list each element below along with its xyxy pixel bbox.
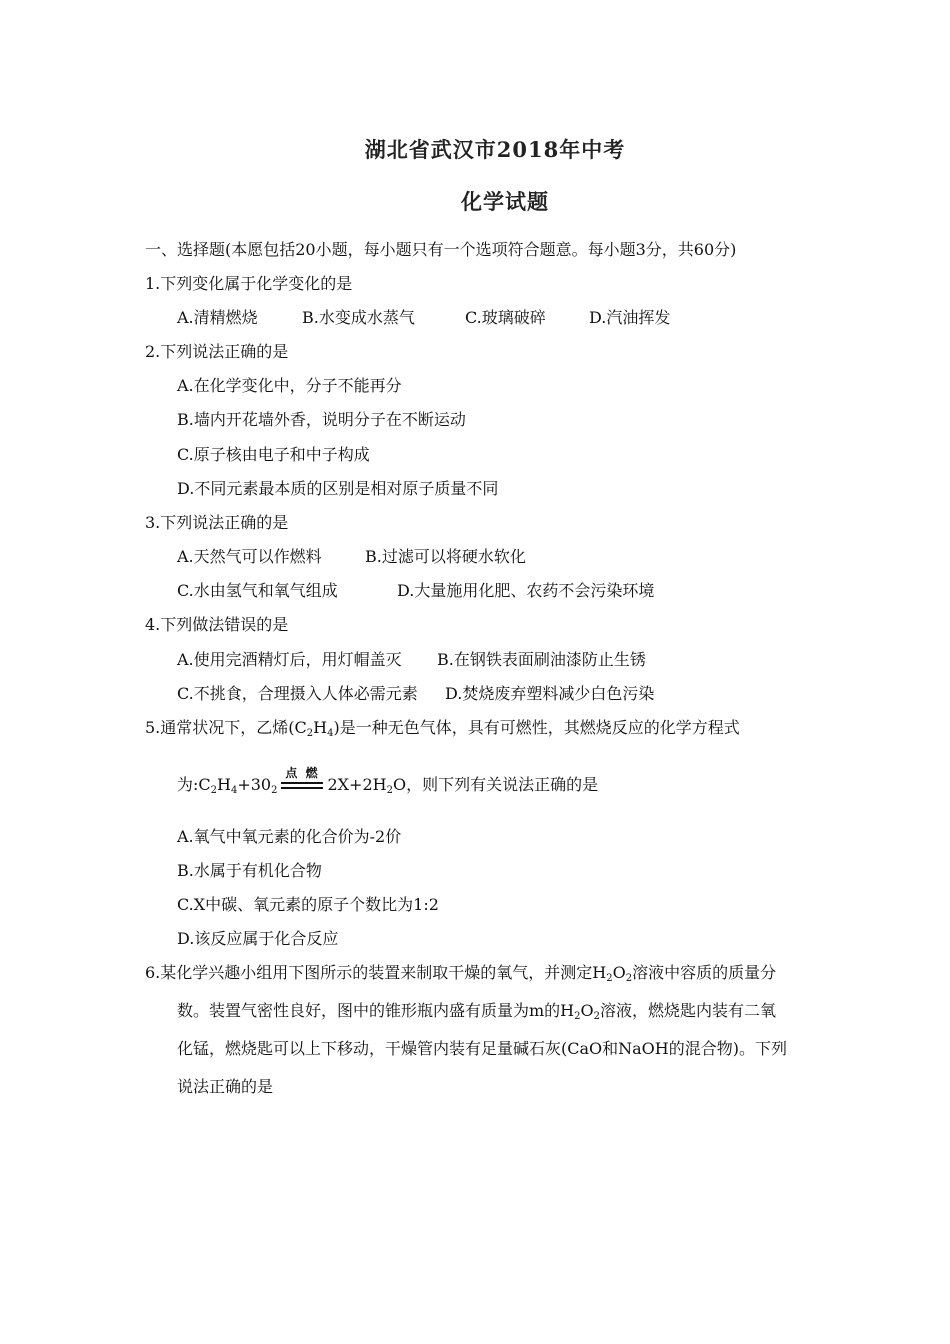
eq-text: O，则下列有关说法正确的是 xyxy=(392,775,599,794)
section-heading: 一、选择题(本愿包括20小题，每小题只有一个选项符合题意。每小题3分，共60分) xyxy=(145,240,737,259)
q5-stem-text: H xyxy=(313,718,328,737)
q4-option-c: C.不挑食，合理摄入人体必需元素 xyxy=(177,684,418,703)
question-6-line-3: 化锰，燃烧匙可以上下移动，干燥管内装有足量碱石灰(CaO和NaOH的混合物)。下列 xyxy=(177,1039,787,1058)
q4-option-d: D.焚烧废弃塑料减少白色污染 xyxy=(445,684,655,703)
question-4-row-2 xyxy=(0,684,950,704)
q5-stem-text: 5.通常状况下，乙烯(C xyxy=(145,718,307,737)
q2-option-d: D.不同元素最本质的区别是相对原子质量不同 xyxy=(177,479,499,498)
subscript: 2 xyxy=(386,785,393,796)
question-3-stem: 3.下列说法正确的是 xyxy=(145,513,289,532)
chemical-equation xyxy=(177,765,599,796)
question-1-stem: 1.下列变化属于化学变化的是 xyxy=(145,274,353,293)
q5-option-b: B.水属于有机化合物 xyxy=(177,861,322,880)
subscript: 4 xyxy=(327,728,334,739)
eq-text: 2X+2H xyxy=(327,775,387,794)
q1-option-b: B.水变成水蒸气 xyxy=(302,308,415,327)
q4-option-a: A.使用完酒精灯后，用灯帽盖灭 xyxy=(177,650,402,669)
eq-text: +30 xyxy=(237,775,272,794)
subscript: 2 xyxy=(306,728,314,739)
q1-option-a: A.清精燃烧 xyxy=(177,308,258,327)
q3-option-c: C.水由氢气和氧气组成 xyxy=(177,581,338,600)
q1-option-c: C.玻璃破碎 xyxy=(465,308,546,327)
eq-text: H xyxy=(217,775,231,794)
q6-text: 溶液中容质的质量分 xyxy=(632,963,777,982)
q5-option-d: D.该反应属于化合反应 xyxy=(177,929,339,948)
q6-text: 数。装置气密性良好，图中的锥形瓶内盛有质量为m的H xyxy=(177,1001,575,1020)
question-4-stem: 4.下列做法错误的是 xyxy=(145,615,289,634)
q3-option-a: A.天然气可以作燃料 xyxy=(177,547,322,566)
q2-option-c: C.原子核由电子和中子构成 xyxy=(177,445,370,464)
subscript: 4 xyxy=(230,785,238,796)
question-6-line-1 xyxy=(145,963,776,983)
subscript: 2 xyxy=(593,1011,601,1022)
q2-option-a: A.在化学变化中，分子不能再分 xyxy=(177,376,402,395)
subscript: 2 xyxy=(271,785,278,796)
q5-option-a: A.氧气中氧元素的化合价为-2价 xyxy=(177,827,402,846)
subscript: 2 xyxy=(606,973,613,984)
question-1-options xyxy=(0,308,950,328)
subscript: 2 xyxy=(574,1011,581,1022)
subscript: 2 xyxy=(625,973,633,984)
q3-option-d: D.大量施用化肥、农药不会污染环境 xyxy=(397,581,655,600)
q2-option-b: B.墙内开花墙外香，说明分子在不断运动 xyxy=(177,410,466,429)
q6-text: 溶液，燃烧匙内装有二氧 xyxy=(600,1001,777,1020)
reaction-condition-sign xyxy=(281,765,323,793)
question-3-row-1 xyxy=(0,547,950,567)
question-5-stem xyxy=(145,718,740,738)
equal-bar xyxy=(281,782,323,784)
question-6-line-2 xyxy=(177,1001,776,1021)
page-subtitle: 化学试题 xyxy=(461,189,549,214)
question-6-line-4: 说法正确的是 xyxy=(177,1077,274,1096)
q6-text: 6.某化学兴趣小组用下图所示的装置来制取干燥的氧气，并测定H xyxy=(145,963,607,982)
subscript: 2 xyxy=(210,785,218,796)
q1-option-d: D.汽油挥发 xyxy=(589,308,671,327)
question-3-row-2 xyxy=(0,581,950,601)
page-title: 湖北省武汉市2018年中考 xyxy=(364,137,626,162)
q3-option-b: B.过滤可以将硬水软化 xyxy=(365,547,526,566)
q5-option-c: C.X中碳、氧元素的原子个数比为1:2 xyxy=(177,895,439,914)
q6-text: O xyxy=(612,963,626,982)
q5-stem-text: )是一种无色气体，具有可燃性，其燃烧反应的化学方程式 xyxy=(333,718,740,737)
q4-option-b: B.在钢铁表面刷油漆防止生锈 xyxy=(437,650,646,669)
eq-text: 为:C xyxy=(177,775,211,794)
reaction-condition: 点 燃 xyxy=(285,765,320,780)
q6-text: O xyxy=(580,1001,594,1020)
equal-bar xyxy=(281,787,323,789)
question-4-row-1 xyxy=(0,650,950,670)
question-2-stem: 2.下列说法正确的是 xyxy=(145,342,289,361)
